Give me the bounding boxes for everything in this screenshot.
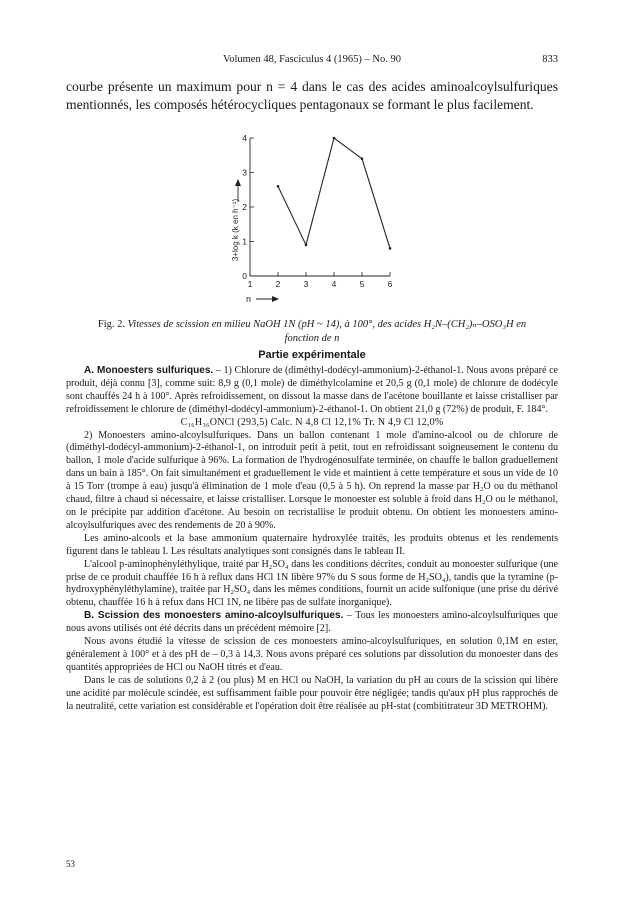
x-tick-label: 5 <box>359 279 365 289</box>
figure-caption-text: Vitesses de scission en milieu NaOH 1N (pH ~ 14), à 100°, des acides H₂N–(CH₂)ₙ–OSO₃H en fonction de n <box>127 319 527 344</box>
x-arrow-head <box>272 296 279 302</box>
x-tick-label: 6 <box>387 279 393 289</box>
data-point <box>389 247 392 250</box>
y-tick-label: 0 <box>242 271 247 281</box>
page-number: 833 <box>542 54 558 65</box>
section-title: Partie expérimentale <box>258 349 366 361</box>
paragraph-b2: Nous avons étudié la vitesse de scission de ces monoesters amino-alcoylsulfuriques, en solution 0,1M en ester, généralement à 100° et à des pH de – 0,3 à 14,3. Nous avons préparé ces solutions par dissolution du monoester dans des quantités appropriées de HCl ou NaOH titrés et d'eau. <box>66 636 558 673</box>
y-tick-label: 3 <box>242 167 247 178</box>
paragraph-b1 <box>66 610 558 636</box>
y-tick-label: 4 <box>242 133 247 143</box>
data-point <box>277 185 280 188</box>
chart-ticks <box>242 133 392 289</box>
x-tick-label: 1 <box>247 279 253 289</box>
intro-paragraph: courbe présente un maximum pour n = 4 dans le cas des acides aminoalcoylsulfuriques mentionnés, les composés hétérocycliques pentagonaux se formant le plus facilement. <box>66 79 558 112</box>
subsection-a-heading: A. Monoesters sulfuriques. <box>84 365 214 376</box>
series-line <box>278 138 390 248</box>
figure-caption <box>96 318 528 346</box>
data-point <box>361 157 364 160</box>
chart-axes <box>250 138 390 276</box>
printer-signature: 53 <box>66 859 75 869</box>
data-point <box>333 137 336 140</box>
paragraph-a2: 2) Monoesters amino-alcoylsulfuriques. Dans un ballon contenant 1 mole d'amino-alcool ou de chlorure de (diméthyl-dodécyl-ammonium)-2-éthanol-1, on introduit petit à petit, tout en refroidissant soigneusement le contenu du ballon, 1 mole d'acide sulfurique à 96%. La formation de l'hydrogénosulfate terminée, on chauffe le ballon graduellement dans un bain à 185°. On fait simultanément et graduellement le vide et maintient à cette température et sous un vide de 10 à 15 Torr (trompe à eau) jusqu'à élimination de 1 mole d'eau (0,5 à 5 h). On reprend la masse par H₂O ou du méthanol chaud, filtre à chaud si nécessaire, et laisse cristalliser. Lorsque le monoester est soluble à froid dans H₂O ou le méthanol, on le précipite par addition d'acétone. Au besoin on recristallise le produit obtenu. On obtient les monoesters amino-alcoylsulfuriques avec des rendements de 20 à 90%. <box>66 429 558 531</box>
data-point <box>305 244 308 247</box>
paragraph-b3: Dans le cas de solutions 0,2 à 2 (ou plus) M en HCl ou NaOH, la variation du pH au cours de la scission qui libère une acidité par molécule scindée, est suffisamment faible pour pouvoir être négligée; tandis qu'aux pH plus rapprochés de la neutralité, cette variation est considérable et l'opération doit être réalisée au pH-stat (combititrateur 3D METROHM). <box>66 674 558 712</box>
journal-reference: Volumen 48, Fasciculus 4 (1965) – No. 90 <box>222 54 401 65</box>
y-arrow-head <box>235 179 241 186</box>
paragraph-b1-text: – Tous les monoesters amino-alcoylsulfuriques que nous avons utilisés ont été décrits dans un précédent mémoire [2]. <box>66 610 558 635</box>
body-text <box>66 365 558 713</box>
analysis-formula: C₁₆H₃₆ONCl (293,5) Calc. N 4,8 Cl 12,1% Tr. N 4,9 Cl 12,0% <box>180 416 444 428</box>
y-axis-label: 3+log k (k en h⁻¹) <box>231 198 240 262</box>
x-tick-label: 2 <box>275 279 281 289</box>
paragraph-a1 <box>66 365 558 417</box>
chart-series <box>277 137 392 250</box>
y-tick-label: 1 <box>242 236 247 247</box>
figure-2 <box>200 126 420 306</box>
x-tick-label: 4 <box>331 279 337 289</box>
paragraph-a4: L'alcool p-aminophényléthylique, traité par H₂SO₄ dans les conditions décrites, conduit au monoester sulfurique (une prise de ce produit chauffée 16 h à reflux dans HCl 1N libère 97% du S sous forme de H₂SO₄), tandis que la tyramine (p-hydroxyphényléthylamine), traitée par H₂SO₄ dans les mêmes conditions, fournit un acide sulfonique (une prise du dérivé obtenu, chauffée 16 h à refux dans HCl 1N, ne libère pas de sulfate inorganique). <box>66 558 558 609</box>
paragraph-a3: Les amino-alcools et la base ammonium quaternaire hydroxylée traités, les produits obtenus et les rendements figurent dans le tableau I. Les résultats analytiques sont consignés dans le tableau II. <box>66 532 558 557</box>
y-tick-label: 2 <box>242 202 247 212</box>
running-header <box>66 54 558 70</box>
x-axis-label: n <box>246 294 252 304</box>
rate-chart <box>200 126 420 306</box>
figure-caption-prefix: Fig. 2. <box>97 319 126 330</box>
paragraph-a1-text: – 1) Chlorure de (diméthyl-dodécyl-ammonium)-2-éthanol-1. Nous avons préparé ce produit, déjà connu [3], comme suit: 8,9 g (0,1 mole) de diméthylcolamine et 20,5 g (0,1 mole) de chlorure de dodécyle sont chauffés 24 h à 100°. Après refroidissement, on dissout la masse dans de l'acétone bouillante et laisse cristalliser par refroidissement le chlorure de (diméthyl-dodécyl-ammonium)-2-éthanol-1. On obtient 21,0 g (72%) de produit, F. 184°. <box>66 365 558 415</box>
subsection-b-heading: B. Scission des monoesters amino-alcoylsulfuriques. <box>84 610 344 622</box>
x-tick-label: 3 <box>303 279 309 289</box>
